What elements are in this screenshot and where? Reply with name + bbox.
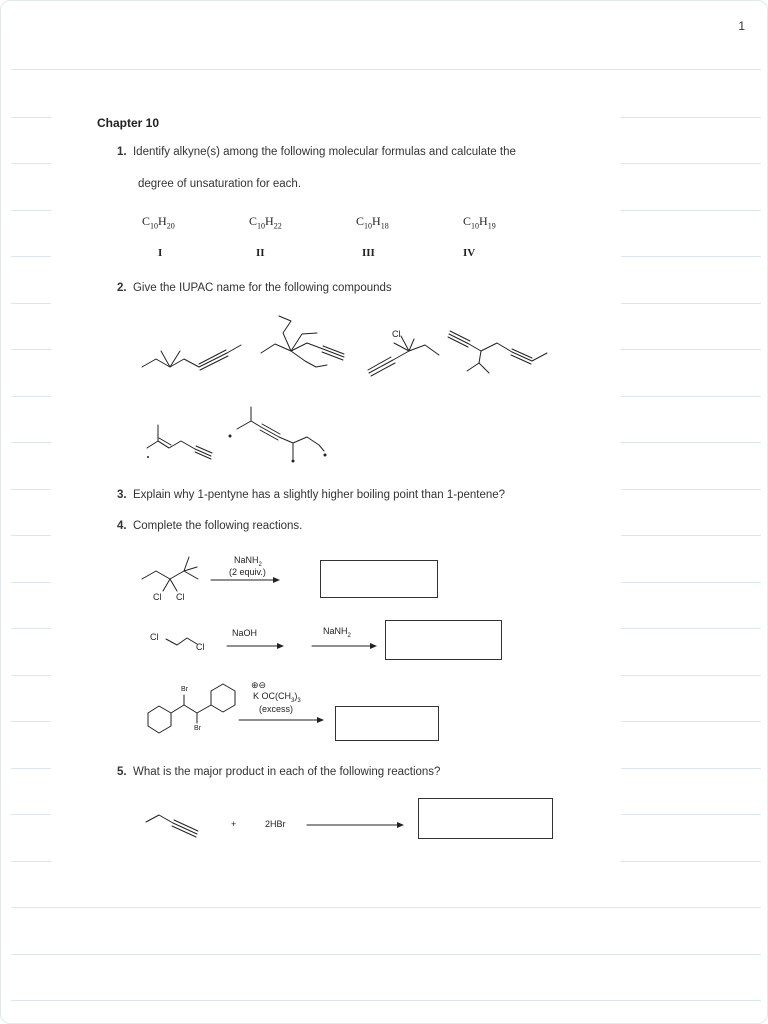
- compound-6-structure: [237, 407, 324, 459]
- question-number: 5.: [117, 766, 127, 778]
- reagent-label: NaOH: [232, 628, 258, 638]
- chemical-structures: [1, 1, 768, 1024]
- answer-box-reaction-1[interactable]: [320, 560, 438, 598]
- chlorine-label: Cl: [150, 632, 159, 642]
- bromine-label: Br: [194, 725, 201, 732]
- question-text: Explain why 1-pentyne has a slightly higher boiling point than 1-pentene?: [132, 489, 506, 501]
- answer-box-reaction-4[interactable]: [418, 798, 553, 839]
- question-number: 4.: [117, 520, 127, 532]
- formula-3: $C_{10}H_{18}$: [356, 214, 389, 231]
- chlorine-label: Cl: [176, 592, 185, 602]
- question-text: What is the major product in each of the following reactions?: [132, 766, 441, 778]
- chapter-heading: Chapter 10: [97, 116, 160, 130]
- formula-label-1: I: [158, 247, 163, 259]
- question-number: 1.: [117, 146, 127, 158]
- reaction-4-substrate: [146, 815, 198, 837]
- question-text: Identify alkyne(s) among the following molecular formulas and calculate the: [132, 146, 516, 158]
- question-1-continued: degree of unsaturation for each.: [138, 178, 302, 190]
- formula-2: $C_{10}H_{22}$: [249, 214, 282, 231]
- plus-sign: +: [231, 819, 237, 829]
- page-number: 1: [738, 19, 745, 33]
- formula-4: $C_{10}H_{19}$: [463, 214, 496, 231]
- question-number: 2.: [117, 282, 127, 294]
- question-text: Give the IUPAC name for the following compounds: [132, 282, 392, 294]
- question-text: Complete the following reactions.: [132, 520, 303, 532]
- charge-symbols: ⊕⊖: [251, 680, 267, 690]
- answer-box-reaction-2[interactable]: [385, 620, 502, 660]
- bromine-label: Br: [181, 686, 188, 693]
- reagent-excess-label: (excess): [259, 704, 294, 714]
- reaction-2-substrate: [166, 638, 197, 645]
- formula-label-3: III: [362, 247, 375, 259]
- reagent-equiv-label: (2 equiv.): [229, 567, 266, 577]
- reagent-label: 2HBr: [265, 819, 286, 829]
- reagent-label: NaNH$_2$: [323, 626, 351, 639]
- reaction-3-substrate: [148, 684, 235, 733]
- compound-2-structure: [261, 316, 344, 367]
- compound-1-structure: [142, 345, 241, 370]
- compound-3-structure: [368, 336, 439, 376]
- question-number: 3.: [117, 489, 127, 501]
- compound-5-structure: [147, 425, 212, 459]
- chlorine-label: Cl: [392, 329, 401, 339]
- reaction-1-substrate: [142, 557, 198, 591]
- reagent-label: K $OC(CH_3)_3$: [253, 691, 301, 704]
- reagent-label: NaNH$_2$: [234, 555, 262, 568]
- formula-label-2: II: [256, 247, 265, 259]
- compound-4-structure: [448, 331, 547, 373]
- chlorine-label: Cl: [153, 592, 162, 602]
- formula-label-4: IV: [463, 247, 476, 259]
- answer-box-reaction-3[interactable]: [335, 706, 439, 741]
- stereo-dots: [147, 435, 327, 463]
- chlorine-label: Cl: [196, 642, 205, 652]
- formula-1: $C_{10}H_{20}$: [142, 214, 175, 231]
